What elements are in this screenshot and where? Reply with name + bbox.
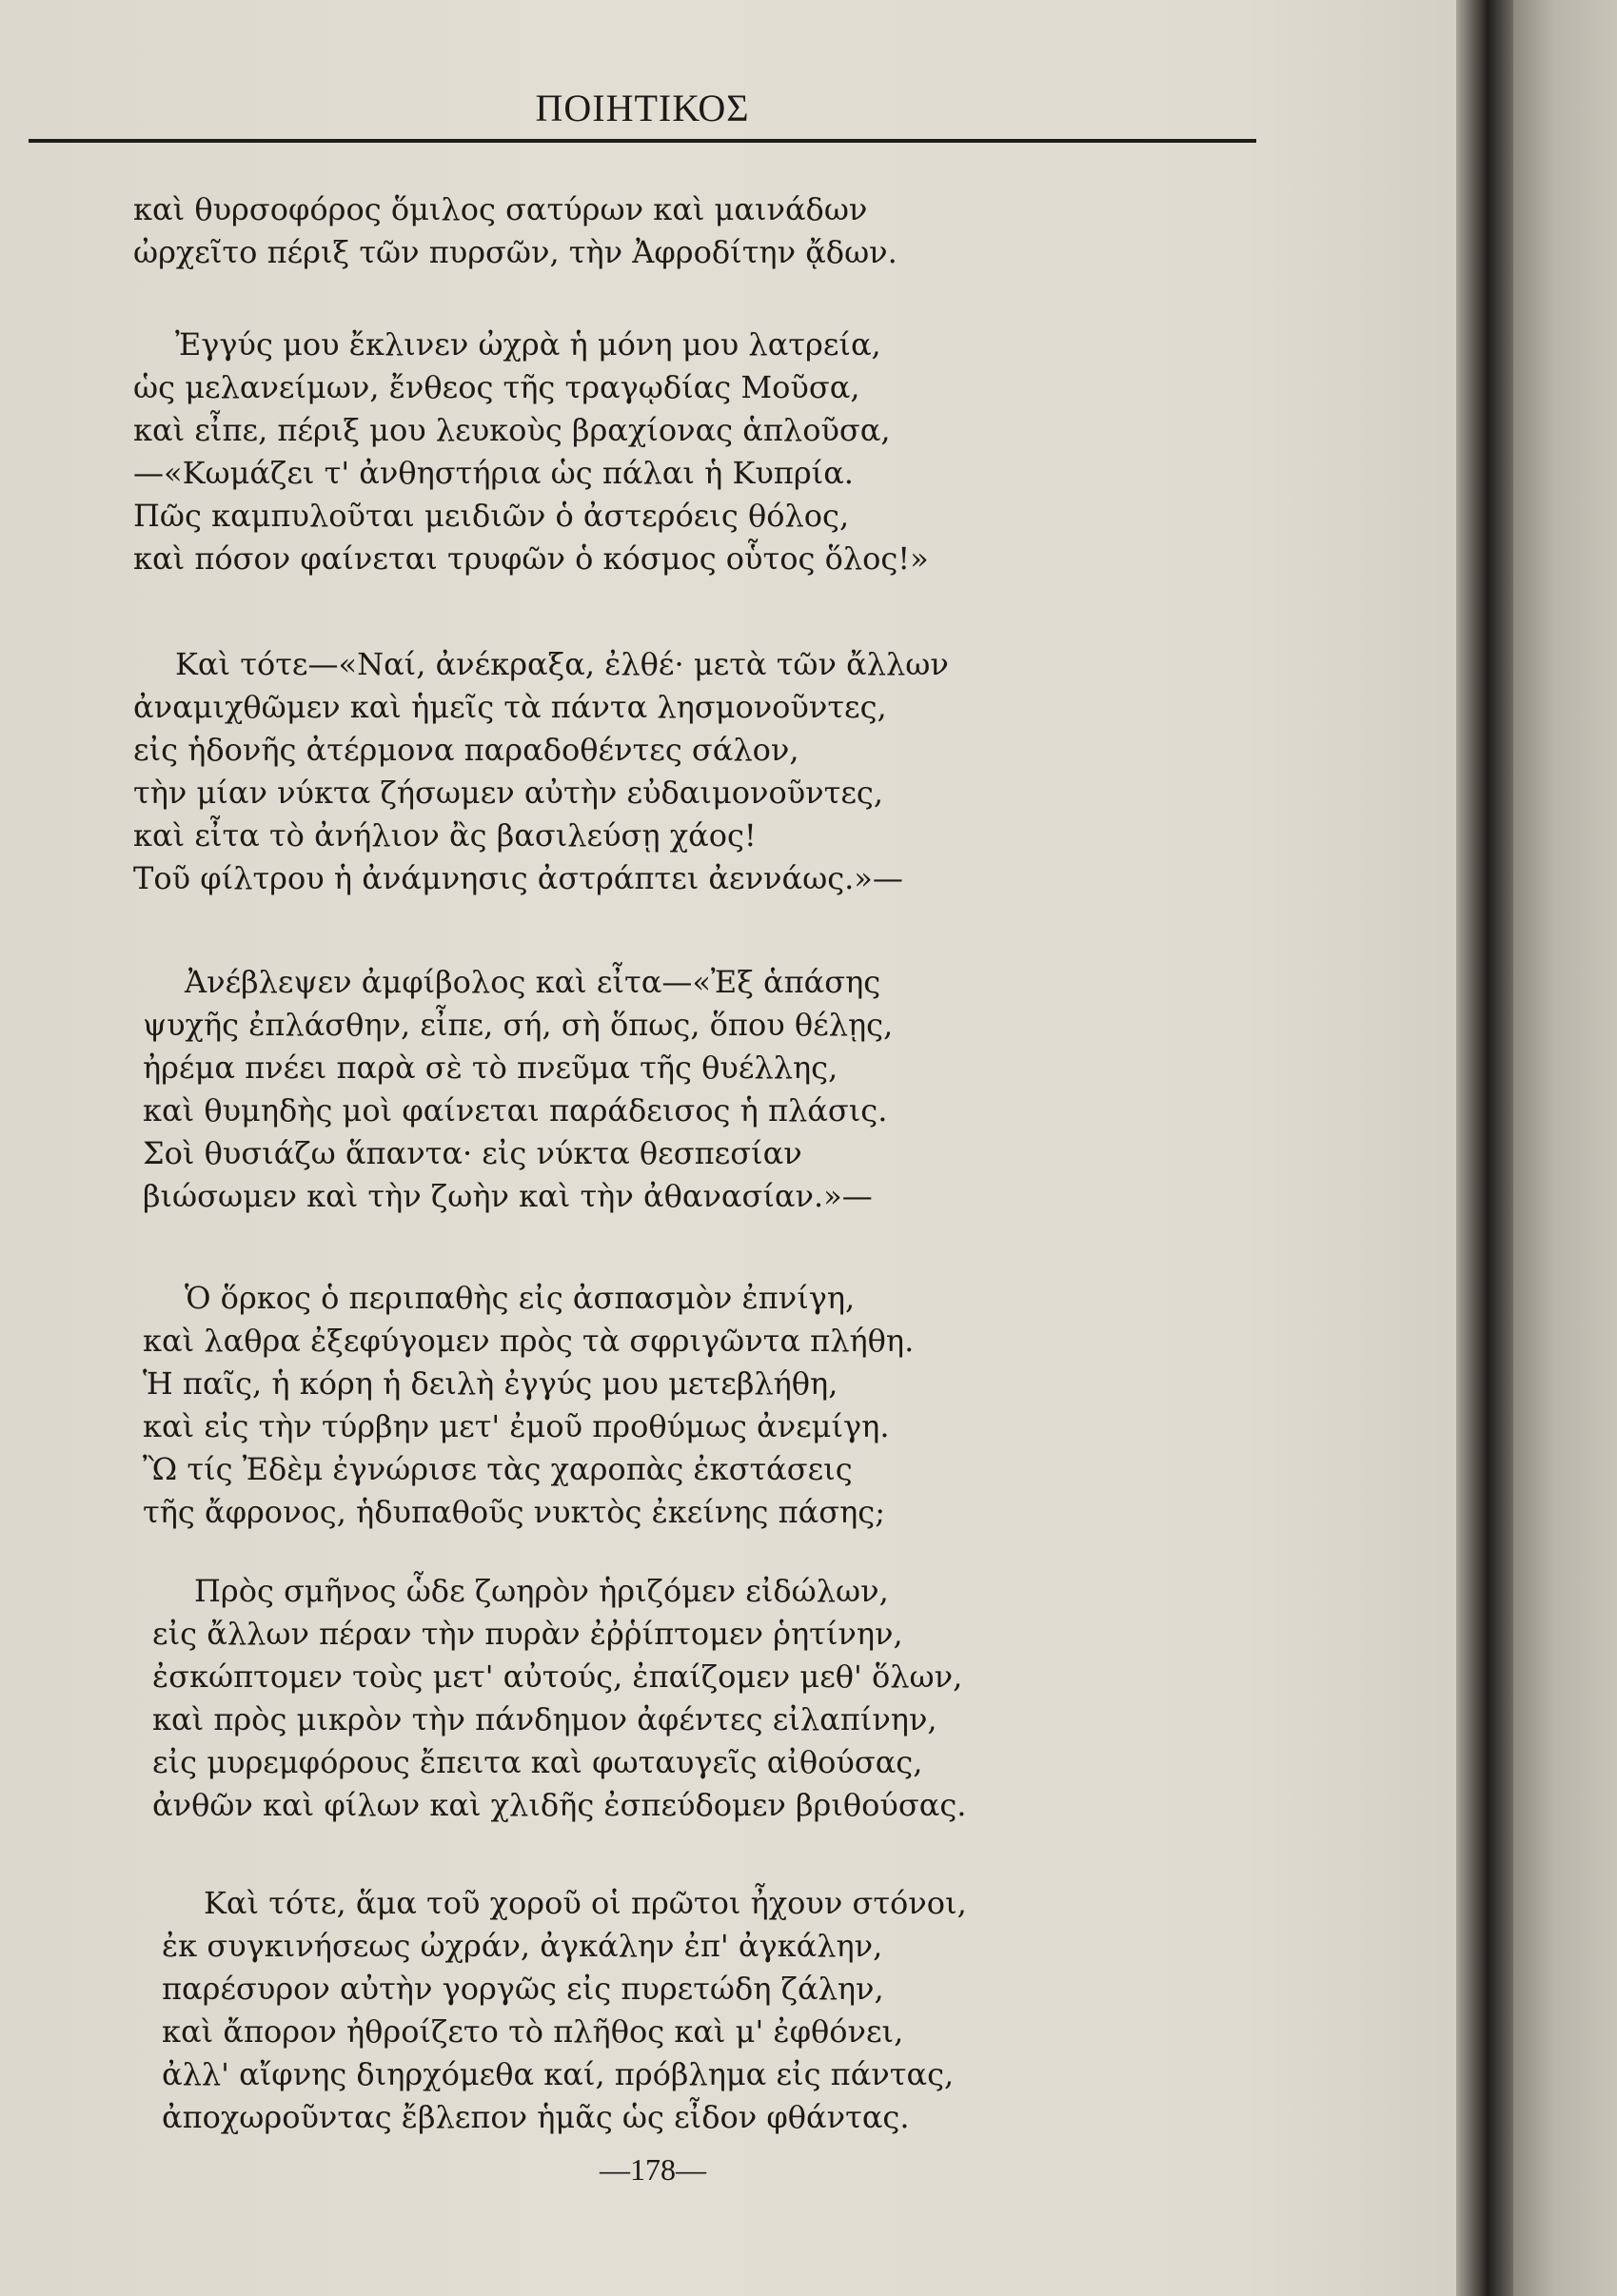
stanza [162, 1882, 1304, 2139]
stanza [133, 324, 1275, 580]
verse-line: βιώσωμεν καὶ τὴν ζωὴν καὶ τὴν ἀθανασίαν.»— [143, 1178, 873, 1214]
stanza [143, 961, 1285, 1218]
verse-line: καὶ εἰς τὴν τύρβην μετ' ἐμοῦ προθύμως ἀνεμίγη. [143, 1408, 890, 1444]
stanza [143, 1277, 1285, 1534]
verse-line: ἀλλ' αἴφνης διηρχόμεθα καί, πρόβλημα εἰς πάντας, [162, 2056, 955, 2092]
verse-line: τῆς ἄφρονος, ἡδυπαθοῦς νυκτὸς ἐκείνης πάσης; [143, 1494, 885, 1530]
verse-line: Πρὸς σμῆνος ὧδε ζωηρὸν ἡριζόμεν εἰδώλων, [194, 1573, 889, 1609]
running-header: ΠΟΙΗΤΙΚΟΣ [535, 87, 750, 129]
verse-line: Πῶς καμπυλοῦται μειδιῶν ὁ ἀστερόεις θόλος, [133, 498, 850, 534]
verse-line: εἰς ἄλλων πέραν τὴν πυρὰν ἐῤῥίπτομεν ῥητίνην, [152, 1616, 903, 1652]
verse-line: εἰς ἡδονῆς ἀτέρμονα παραδοθέντες σάλον, [133, 732, 799, 768]
stanza [133, 643, 1275, 900]
verse-line: καὶ πόσον φαίνεται τρυφῶν ὁ κόσμος οὗτος ὅλος!» [133, 540, 929, 577]
verse-line: Ἐγγύς μου ἔκλινεν ὠχρὰ ἡ μόνη μου λατρεία, [175, 326, 881, 363]
verse-line: ψυχῆς ἐπλάσθην, εἶπε, σή, σὴ ὅπως, ὅπου θέλῃς, [143, 1007, 894, 1043]
verse-line: Ὢ τίς Ἐδὲμ ἐγνώρισε τὰς χαροπὰς ἐκστάσεις [143, 1451, 853, 1487]
verse-line: ἐσκώπτομεν τοὺς μετ' αὐτούς, ἐπαίζομεν μεθ' ὅλων, [152, 1658, 963, 1695]
verse-line: —«Κωμάζει τ' ἀνθηστήρια ὡς πάλαι ἡ Κυπρία. [133, 455, 854, 491]
page-number: —178— [600, 2152, 706, 2187]
verse-line: παρέσυρον αὐτὴν γοργῶς εἰς πυρετώδη ζάλην, [162, 1971, 884, 2007]
verse-line: ὡς μελανείμων, ἔνθεος τῆς τραγῳδίας Μοῦσα, [133, 369, 860, 405]
stanza [152, 1570, 1294, 1827]
verse-line: καὶ λαθρα ἐξεφύγομεν πρὸς τὰ σφριγῶντα πλήθη. [143, 1323, 915, 1359]
verse-line: ἀναμιχθῶμεν καὶ ἡμεῖς τὰ πάντα λησμονοῦντες, [133, 689, 887, 725]
verse-line: Ἡ παῖς, ἡ κόρη ἡ δειλὴ ἐγγύς μου μετεβλήθη, [143, 1365, 838, 1402]
verse-line: καὶ εἶπε, πέριξ μου λευκοὺς βραχίονας ἁπλοῦσα, [133, 412, 891, 448]
verse-line: Ὁ ὅρκος ὁ περιπαθὴς εἰς ἀσπασμὸν ἐπνίγη, [185, 1280, 856, 1316]
verse-line: εἰς μυρεμφόρους ἔπειτα καὶ φωταυγεῖς αἰθούσας, [152, 1744, 923, 1780]
verse-line: τὴν μίαν νύκτα ζήσωμεν αὐτὴν εὐδαιμονοῦντες, [133, 775, 883, 811]
verse-line: ἀνθῶν καὶ φίλων καὶ χλιδῆς ἐσπεύδομεν βριθούσας. [152, 1787, 967, 1823]
verse-line: καὶ θυμηδὴς μοὶ φαίνεται παράδεισος ἡ πλάσις. [143, 1092, 888, 1128]
book-gutter [1456, 0, 1513, 2296]
verse-line: Καὶ τότε, ἅμα τοῦ χοροῦ οἱ πρῶτοι ἦχουν στόνοι, [204, 1885, 967, 1921]
verse-line: ἀποχωροῦντας ἔβλεπον ἡμᾶς ὡς εἶδον φθάντας. [162, 2099, 910, 2135]
verse-line: ὠρχεῖτο πέριξ τῶν πυρσῶν, τὴν Ἀφροδίτην ᾄδων. [133, 234, 897, 270]
header-rule [29, 139, 1256, 143]
facing-page-edge [1513, 0, 1617, 2296]
verse-line: Σοὶ θυσιάζω ἅπαντα· εἰς νύκτα θεσπεσίαν [143, 1135, 802, 1171]
verse-line: καὶ θυρσοφόρος ὅμιλος σατύρων καὶ μαινάδων [133, 191, 868, 227]
verse-line: καὶ πρὸς μικρὸν τὴν πάνδημον ἀφέντες εἰλαπίνην, [152, 1701, 937, 1737]
verse-line: καὶ ἄπορον ἠθροίζετο τὸ πλῆθος καὶ μ' ἐφθόνει, [162, 2013, 904, 2050]
verse-line: ἐκ συγκινήσεως ὠχράν, ἀγκάλην ἐπ' ἀγκάλην, [162, 1928, 883, 1964]
verse-line: Τοῦ φίλτρου ἡ ἀνάμνησις ἀστράπτει ἀεννάως.»— [133, 860, 903, 896]
verse-line: ἠρέμα πνέει παρὰ σὲ τὸ πνεῦμα τῆς θυέλλης, [143, 1050, 838, 1086]
verse-line: Καὶ τότε—«Ναί, ἀνέκραξα, ἐλθέ· μετὰ τῶν ἄλλων [175, 646, 949, 682]
verse-line: Ἀνέβλεψεν ἀμφίβολος καὶ εἶτα—«Ἐξ ἁπάσης [185, 964, 881, 1000]
stanza [133, 188, 1275, 274]
verse-line: καὶ εἶτα τὸ ἀνήλιον ἂς βασιλεύσῃ χάος! [133, 817, 757, 854]
